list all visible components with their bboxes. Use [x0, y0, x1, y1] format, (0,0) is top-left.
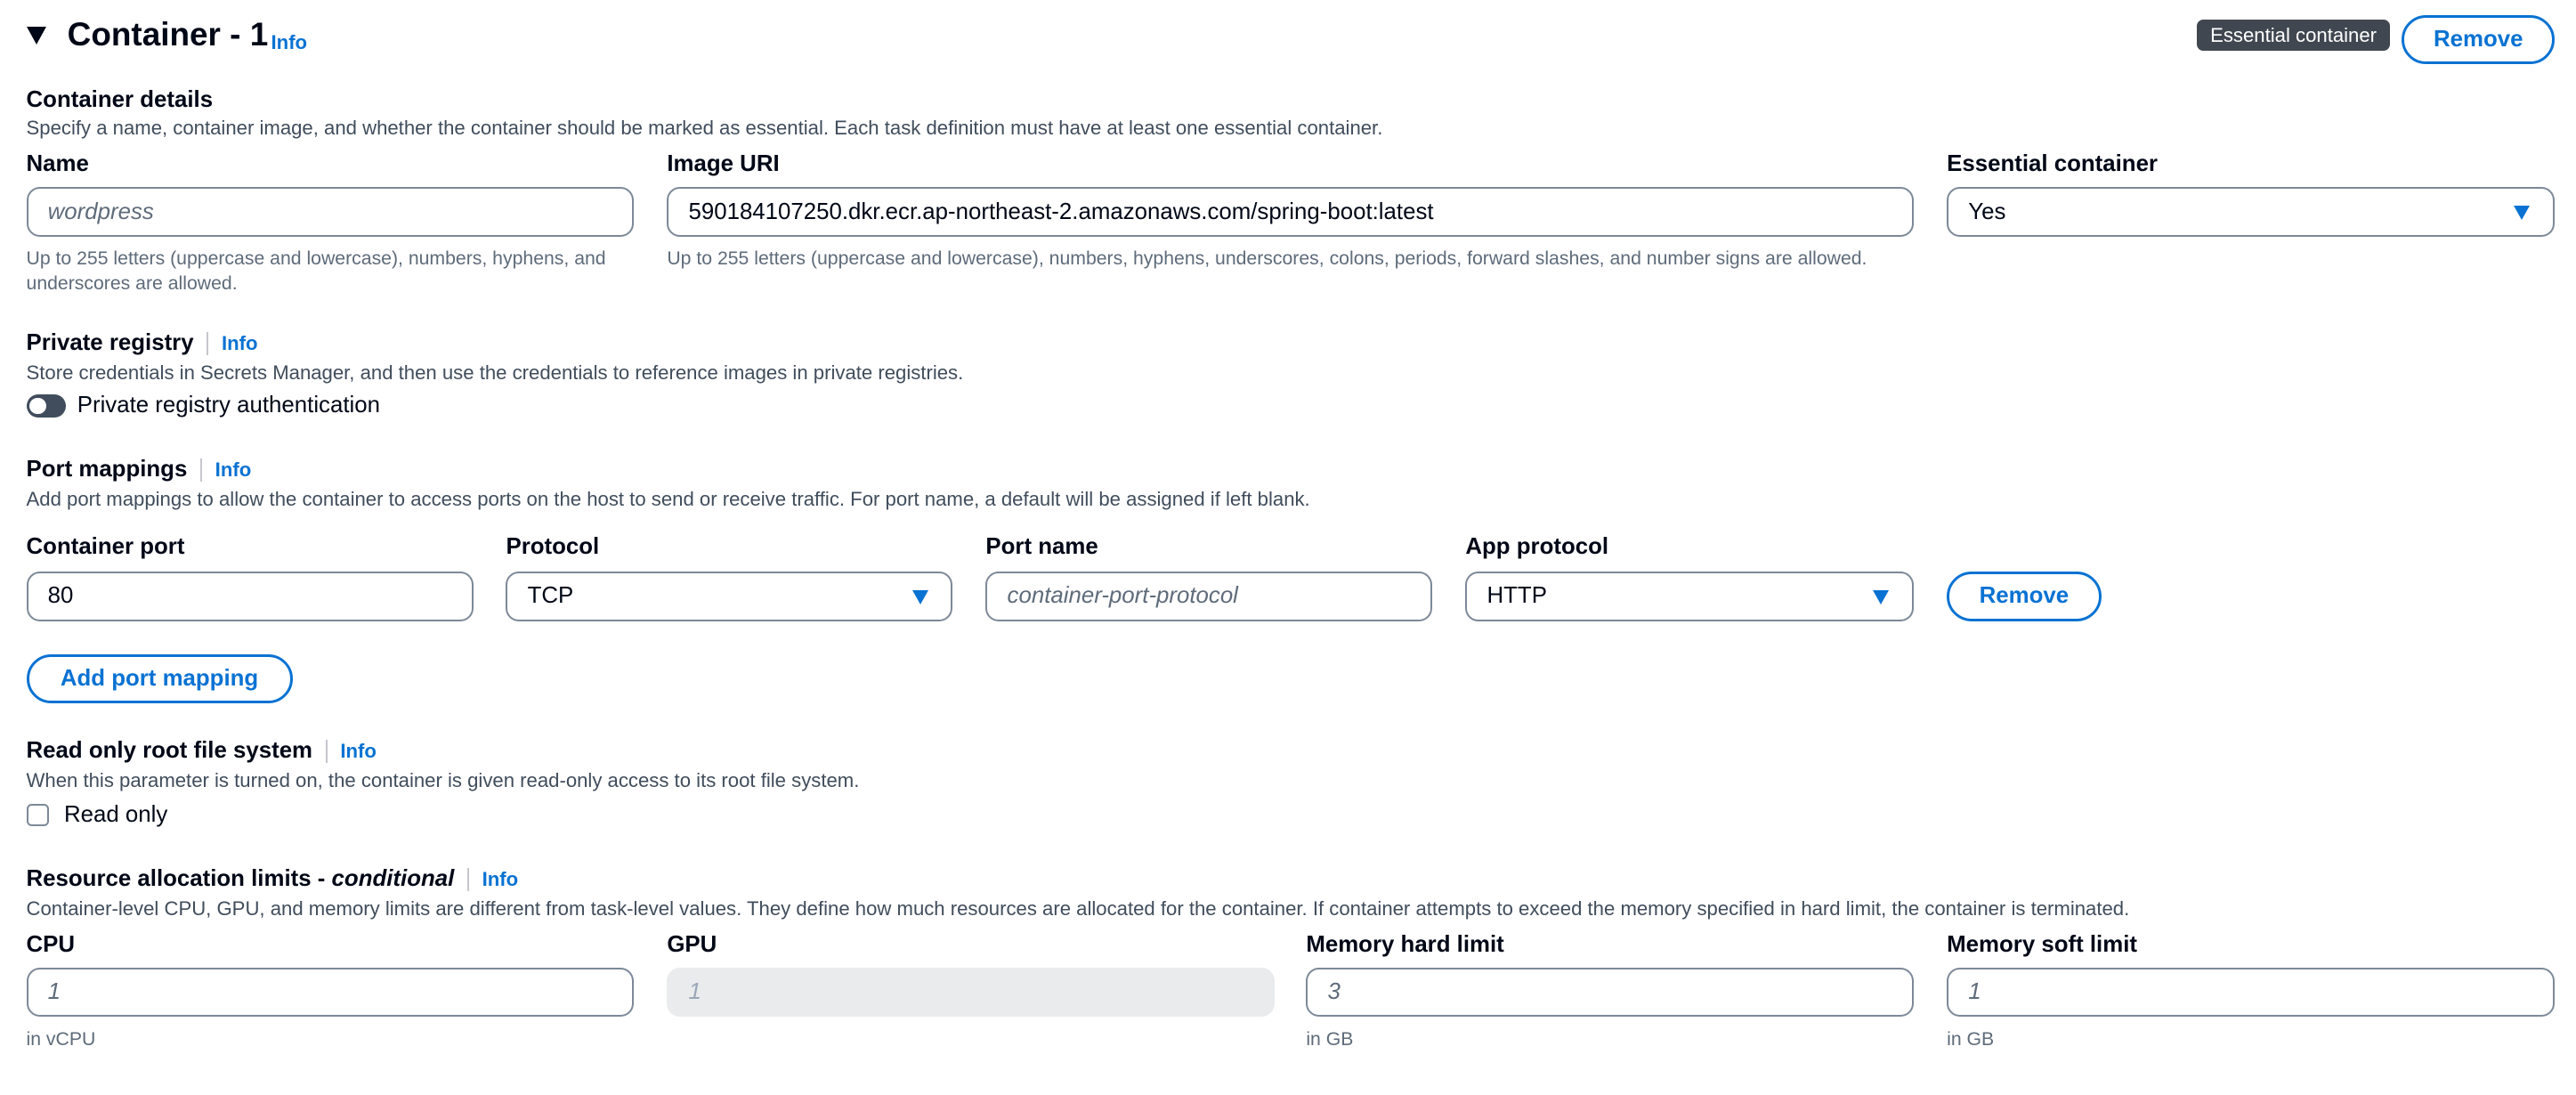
port-mappings-desc: Add port mappings to allow the container to access ports on the host to send or receive traffic. For port name, a default will be assigned if left blank. [26, 488, 1310, 511]
section-desc: Specify a name, container image, and whether the container should be marked as essential. Each task definition must have at least one essential container. [26, 117, 1383, 140]
gpu-input [667, 968, 1275, 1017]
cpu-placeholder: 1 [47, 979, 61, 1005]
image-uri-value: 590184107250.dkr.ecr.ap-northeast-2.amazonaws.com/spring-boot:latest [688, 199, 1434, 224]
info-link[interactable]: Info [482, 867, 519, 890]
container-port-input[interactable] [27, 572, 474, 620]
port-name-input[interactable] [985, 572, 1432, 620]
essential-value: Yes [1968, 199, 2006, 224]
resource-limits-desc: Container-level CPU, GPU, and memory limits are different from task-level values. They define how much resources are allocated for the container. If container attempts to exceed the memory specified in hard limit, the container is terminated. [26, 896, 2130, 920]
memory-soft-hint: in GB [1947, 1028, 1995, 1050]
essential-badge: Essential container [2197, 20, 2391, 51]
image-uri-label: Image URI [667, 150, 780, 176]
essential-select[interactable] [1947, 187, 2555, 236]
info-link[interactable]: Info [215, 458, 252, 482]
read-only-label: Read only [63, 801, 168, 827]
info-link[interactable]: Info [340, 739, 377, 762]
container-port-label: Container port [26, 533, 185, 559]
name-input[interactable] [27, 187, 635, 236]
private-registry-toggle[interactable] [27, 394, 66, 418]
container-title: Container - 1 [67, 16, 269, 53]
memory-soft-label: Memory soft limit [1947, 931, 2137, 957]
private-registry-title: Private registry Info [26, 329, 258, 355]
read-only-desc: When this parameter is turned on, the container is given read-only access to its root file system. [26, 768, 860, 791]
protocol-select[interactable] [506, 572, 952, 620]
gpu-label: GPU [667, 931, 717, 957]
read-only-checkbox[interactable] [27, 804, 50, 827]
memory-hard-hint: in GB [1306, 1028, 1354, 1050]
remove-port-mapping-button[interactable]: Remove [1947, 572, 2101, 620]
private-registry-desc: Store credentials in Secrets Manager, and then use the credentials to reference images in private registries. [26, 361, 964, 385]
info-link[interactable]: Info [221, 331, 258, 354]
port-name-label: Port name [985, 533, 1098, 559]
name-hint: Up to 255 letters (uppercase and lowercase), numbers, hyphens, and underscores are allowed. [26, 247, 606, 294]
caret-down-icon [2514, 206, 2530, 220]
port-mappings-title: Port mappings Info [26, 457, 252, 483]
toggle-label: Private registry authentication [77, 393, 380, 418]
memory-hard-input[interactable] [1306, 968, 1914, 1017]
cpu-label: CPU [26, 931, 76, 957]
name-label: Name [26, 150, 89, 176]
memory-soft-placeholder: 1 [1968, 979, 1981, 1005]
container-port-value: 80 [47, 583, 74, 609]
port-name-placeholder: container-port-protocol [1007, 583, 1238, 609]
essential-label: Essential container [1947, 150, 2158, 176]
memory-hard-placeholder: 3 [1327, 979, 1341, 1005]
resource-limits-title: Resource allocation limits - conditional Info [26, 865, 519, 891]
add-port-mapping-button[interactable]: Add port mapping [27, 654, 293, 703]
app-protocol-value: HTTP [1486, 583, 1547, 609]
collapse-caret-icon[interactable] [27, 27, 46, 45]
gpu-placeholder: 1 [688, 979, 701, 1005]
protocol-label: Protocol [506, 533, 600, 559]
info-link[interactable]: Info [271, 31, 308, 54]
memory-hard-label: Memory hard limit [1306, 931, 1504, 957]
read-only-title: Read only root file system Info [26, 737, 377, 763]
protocol-value: TCP [527, 583, 574, 609]
name-placeholder: wordpress [47, 199, 154, 224]
image-uri-input[interactable] [667, 187, 1914, 236]
cpu-hint: in vCPU [26, 1028, 96, 1050]
memory-soft-input[interactable] [1947, 968, 2555, 1017]
caret-down-icon [1873, 590, 1889, 604]
remove-container-button[interactable]: Remove [2402, 15, 2555, 64]
app-protocol-label: App protocol [1465, 533, 1609, 559]
image-uri-hint: Up to 255 letters (uppercase and lowercase), numbers, hyphens, underscores, colons, periods, forward slashes, and number signs are allowed. [667, 247, 1867, 269]
caret-down-icon [912, 590, 928, 604]
section-title: Container details [26, 86, 214, 112]
cpu-input[interactable] [27, 968, 635, 1017]
app-protocol-select[interactable] [1465, 572, 1914, 620]
